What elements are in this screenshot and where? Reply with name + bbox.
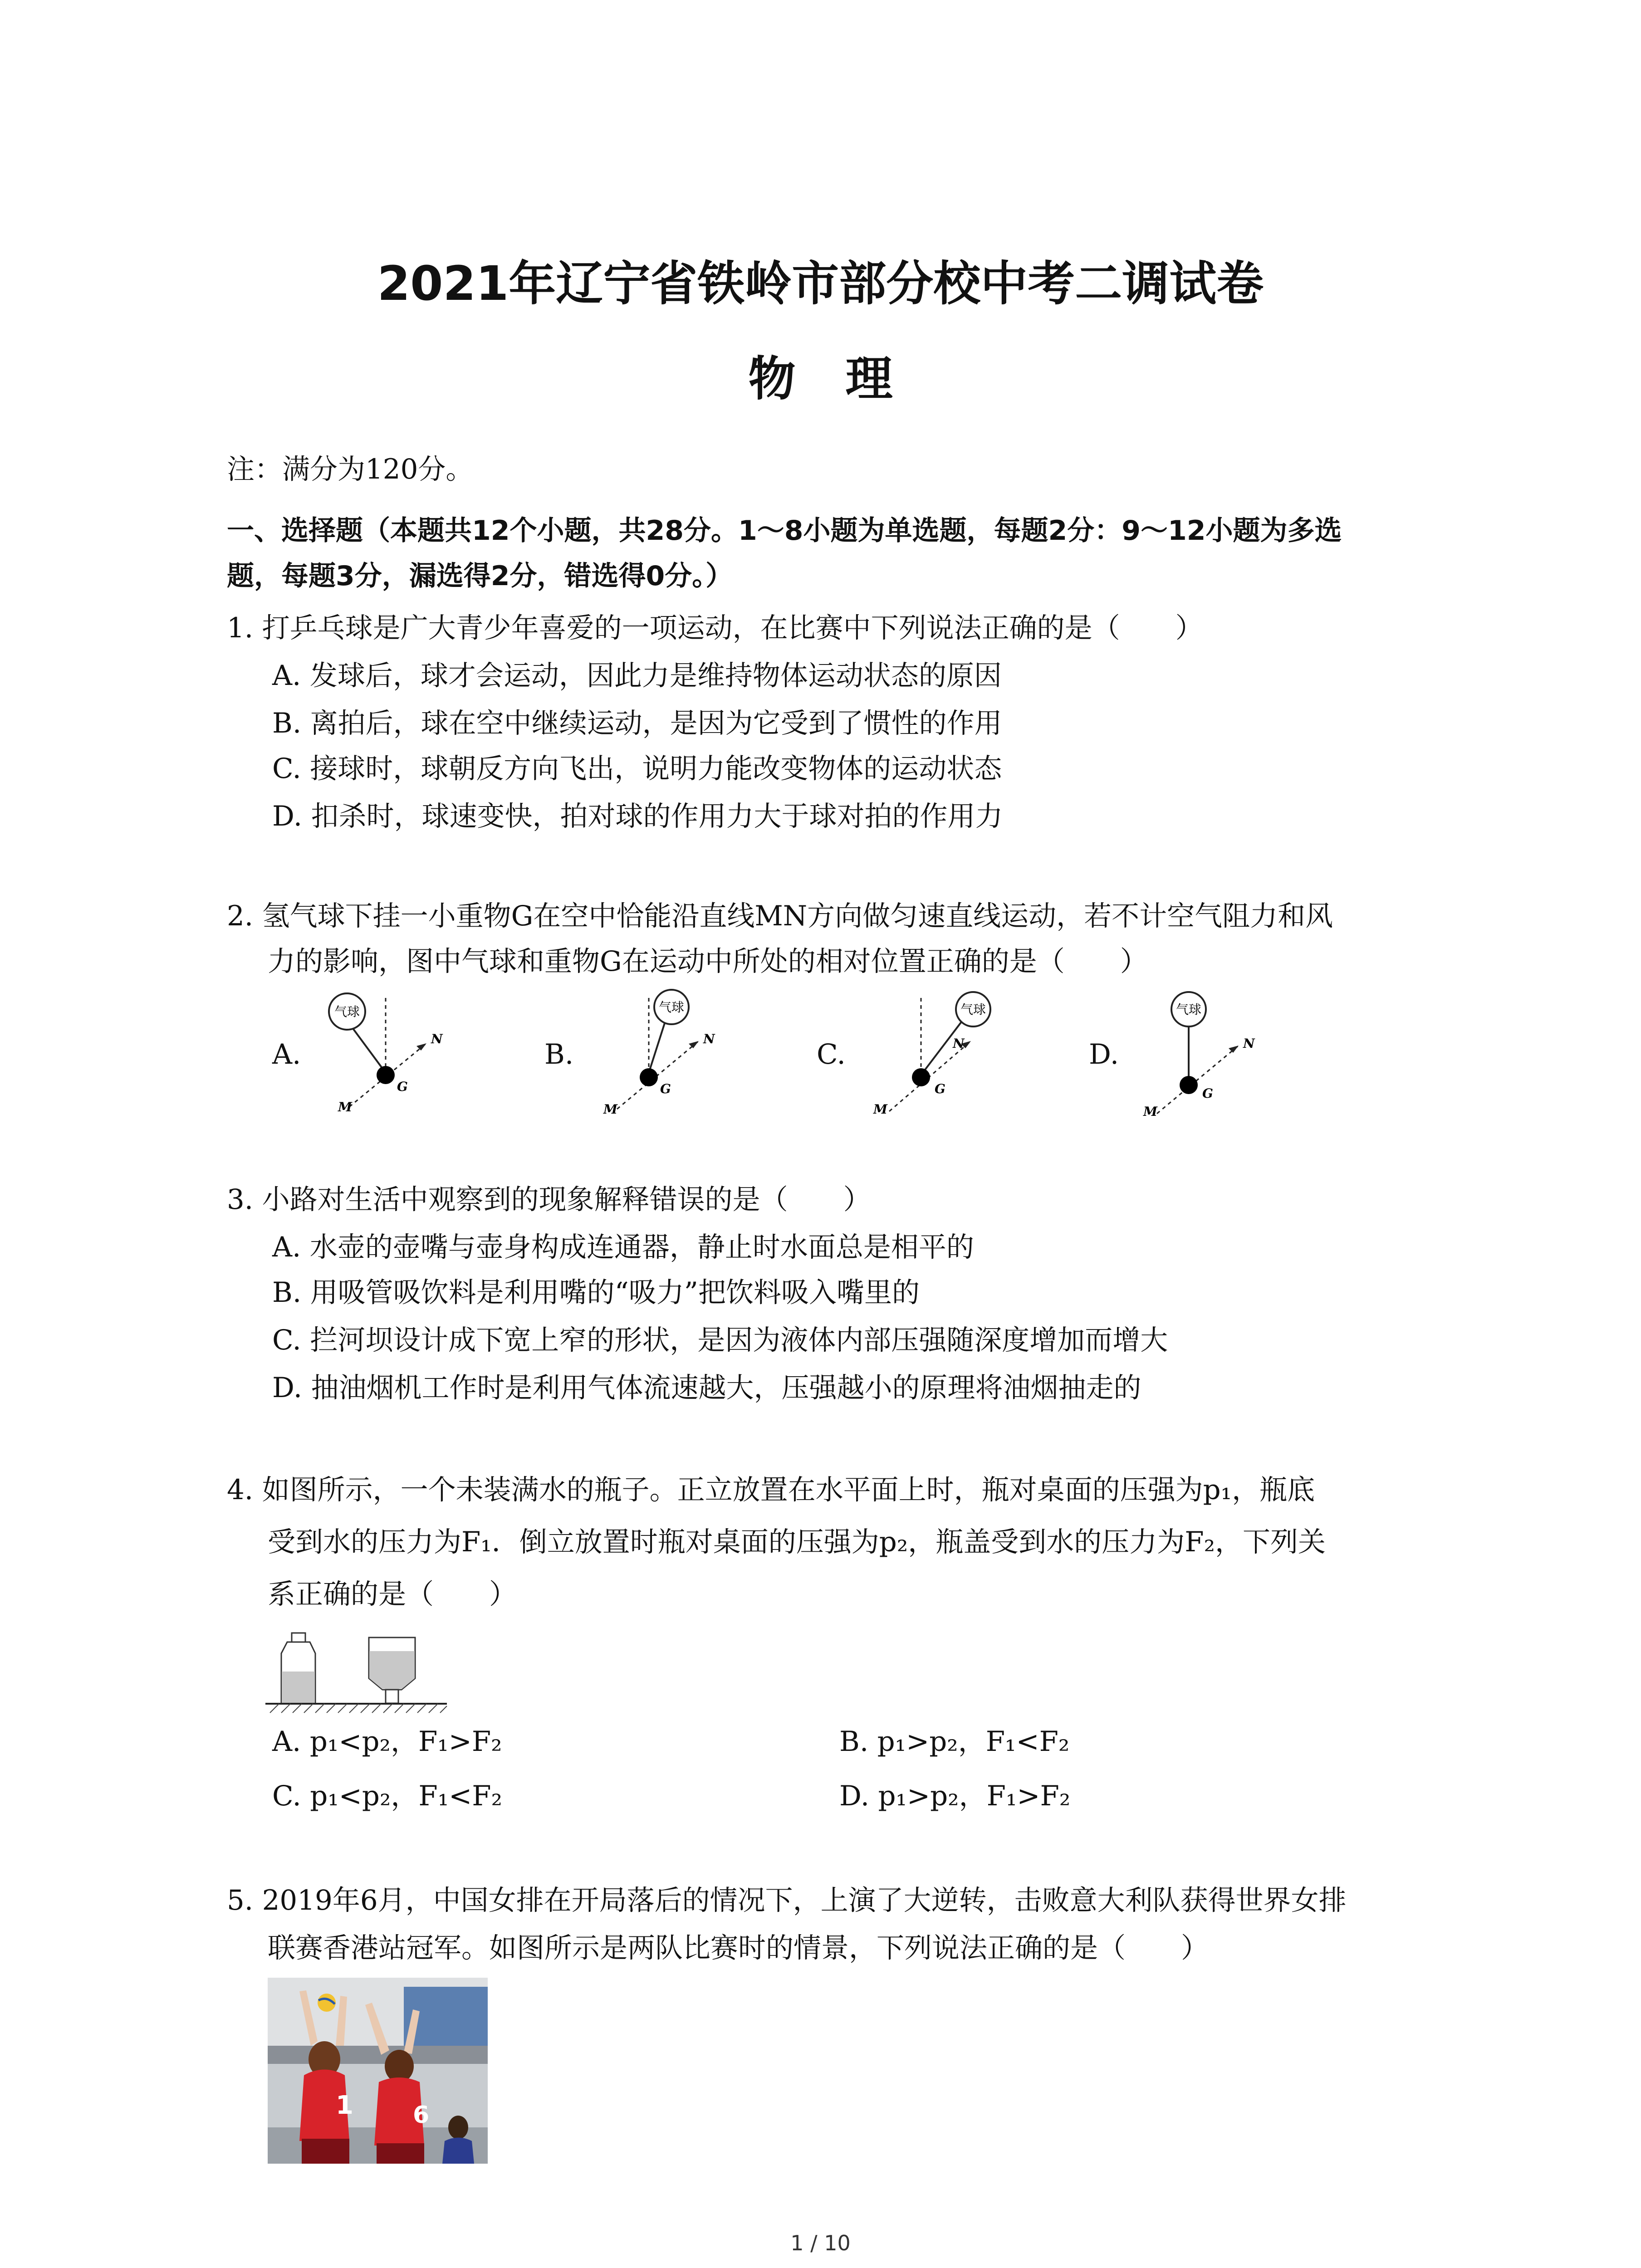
q2-option-c-label: C. <box>817 1038 846 1070</box>
svg-text:M: M <box>1143 1104 1157 1119</box>
q2-option-b-label: B. <box>544 1038 574 1070</box>
q2-stem-line1: 2. 氢气球下挂一小重物G在空中恰能沿直线MN方向做匀速直线运动，若不计空气阻力和风 <box>227 900 1333 932</box>
svg-text:M: M <box>873 1102 887 1117</box>
page-number: 1 / 10 <box>790 2231 851 2255</box>
balloon-label: 气球 <box>334 1004 360 1019</box>
svg-text:N: N <box>431 1031 443 1046</box>
q3-option-d: D. 抽油烟机工作时是利用气体流速越大，压强越小的原理将油烟抽走的 <box>272 1372 1141 1404</box>
q5-stem-line1: 5. 2019年6月，中国女排在开局落后的情况下，上演了大逆转，击败意大利队获得世界女排 <box>227 1884 1347 1916</box>
volleyball-photo <box>268 1978 488 2164</box>
score-note: 注：满分为120分。 <box>227 453 474 485</box>
q4-bottle-diagram <box>265 1624 451 1715</box>
svg-text:M: M <box>338 1100 352 1114</box>
svg-text:N: N <box>953 1036 965 1051</box>
q2-option-d-label: D. <box>1089 1038 1119 1070</box>
svg-text:G: G <box>1202 1086 1213 1101</box>
q4-option-b: B. p₁>p₂，F₁<F₂ <box>839 1725 1070 1758</box>
section-heading-line1: 一、选择题（本题共12个小题，共28分。1～8小题为单选题，每题2分：9～12小题为多选 <box>227 515 1342 547</box>
q4-stem-line2: 受到水的压力为F₁．倒立放置时瓶对桌面的压强为p₂，瓶盖受到水的压力为F₂，下列关 <box>268 1526 1326 1558</box>
svg-text:N: N <box>1243 1036 1255 1051</box>
balloon-label: 气球 <box>658 1000 685 1015</box>
svg-text:G: G <box>935 1081 945 1096</box>
q3-option-b: B. 用吸管吸饮料是利用嘴的“吸力”把饮料吸入嘴里的 <box>272 1276 920 1309</box>
q5-stem-line2: 联赛香港站冠军。如图所示是两队比赛时的情景，下列说法正确的是（ ） <box>268 1932 1209 1964</box>
q1-option-b: B. 离拍后，球在空中继续运动，是因为它受到了惯性的作用 <box>272 707 1002 739</box>
jersey-number-1: 1 <box>336 2091 353 2120</box>
q2-option-a-label: A. <box>272 1038 301 1070</box>
q4-option-c: C. p₁<p₂，F₁<F₂ <box>272 1780 503 1812</box>
q1-option-c: C. 接球时，球朝反方向飞出，说明力能改变物体的运动状态 <box>272 753 1002 785</box>
q2-diagram-d <box>1121 984 1266 1125</box>
q3-option-c: C. 拦河坝设计成下宽上窄的形状，是因为液体内部压强随深度增加而增大 <box>272 1324 1168 1356</box>
svg-text:M: M <box>603 1102 617 1117</box>
svg-text:N: N <box>703 1031 715 1046</box>
q1-stem: 1. 打乒乓球是广大青少年喜爱的一项运动，在比赛中下列说法正确的是（ ） <box>227 612 1203 644</box>
q2-stem-line2: 力的影响，图中气球和重物G在运动中所处的相对位置正确的是（ ） <box>268 945 1148 978</box>
q4-option-a: A. p₁<p₂，F₁>F₂ <box>272 1725 502 1758</box>
jersey-number-2: 6 <box>413 2102 430 2129</box>
q3-stem: 3. 小路对生活中观察到的现象解释错误的是（ ） <box>227 1183 871 1216</box>
q2-diagram-c <box>862 984 1007 1125</box>
q1-option-d: D. 扣杀时，球速变快，拍对球的作用力大于球对拍的作用力 <box>272 800 1003 832</box>
q1-option-a: A. 发球后，球才会运动，因此力是维持物体运动状态的原因 <box>272 660 1002 692</box>
exam-title: 2021年辽宁省铁岭市部分校中考二调试卷 <box>377 256 1264 311</box>
section-heading-line2: 题，每题3分，漏选得2分，错选得0分。） <box>227 560 733 592</box>
svg-text:G: G <box>660 1081 671 1096</box>
subject-title: 物理 <box>748 351 943 406</box>
q2-diagram-b <box>590 984 735 1125</box>
q4-stem-line1: 4. 如图所示，一个未装满水的瓶子。正立放置在水平面上时，瓶对桌面的压强为p₁，瓶底 <box>227 1474 1315 1506</box>
q4-option-d: D. p₁>p₂，F₁>F₂ <box>839 1780 1071 1812</box>
balloon-label: 气球 <box>960 1002 986 1017</box>
q3-option-a: A. 水壶的壶嘴与壶身构成连通器，静止时水面总是相平的 <box>272 1231 974 1263</box>
q4-stem-line3: 系正确的是（ ） <box>268 1578 517 1610</box>
balloon-label: 气球 <box>1176 1002 1202 1017</box>
svg-text:G: G <box>397 1079 408 1094</box>
q2-diagram-a <box>313 984 458 1125</box>
